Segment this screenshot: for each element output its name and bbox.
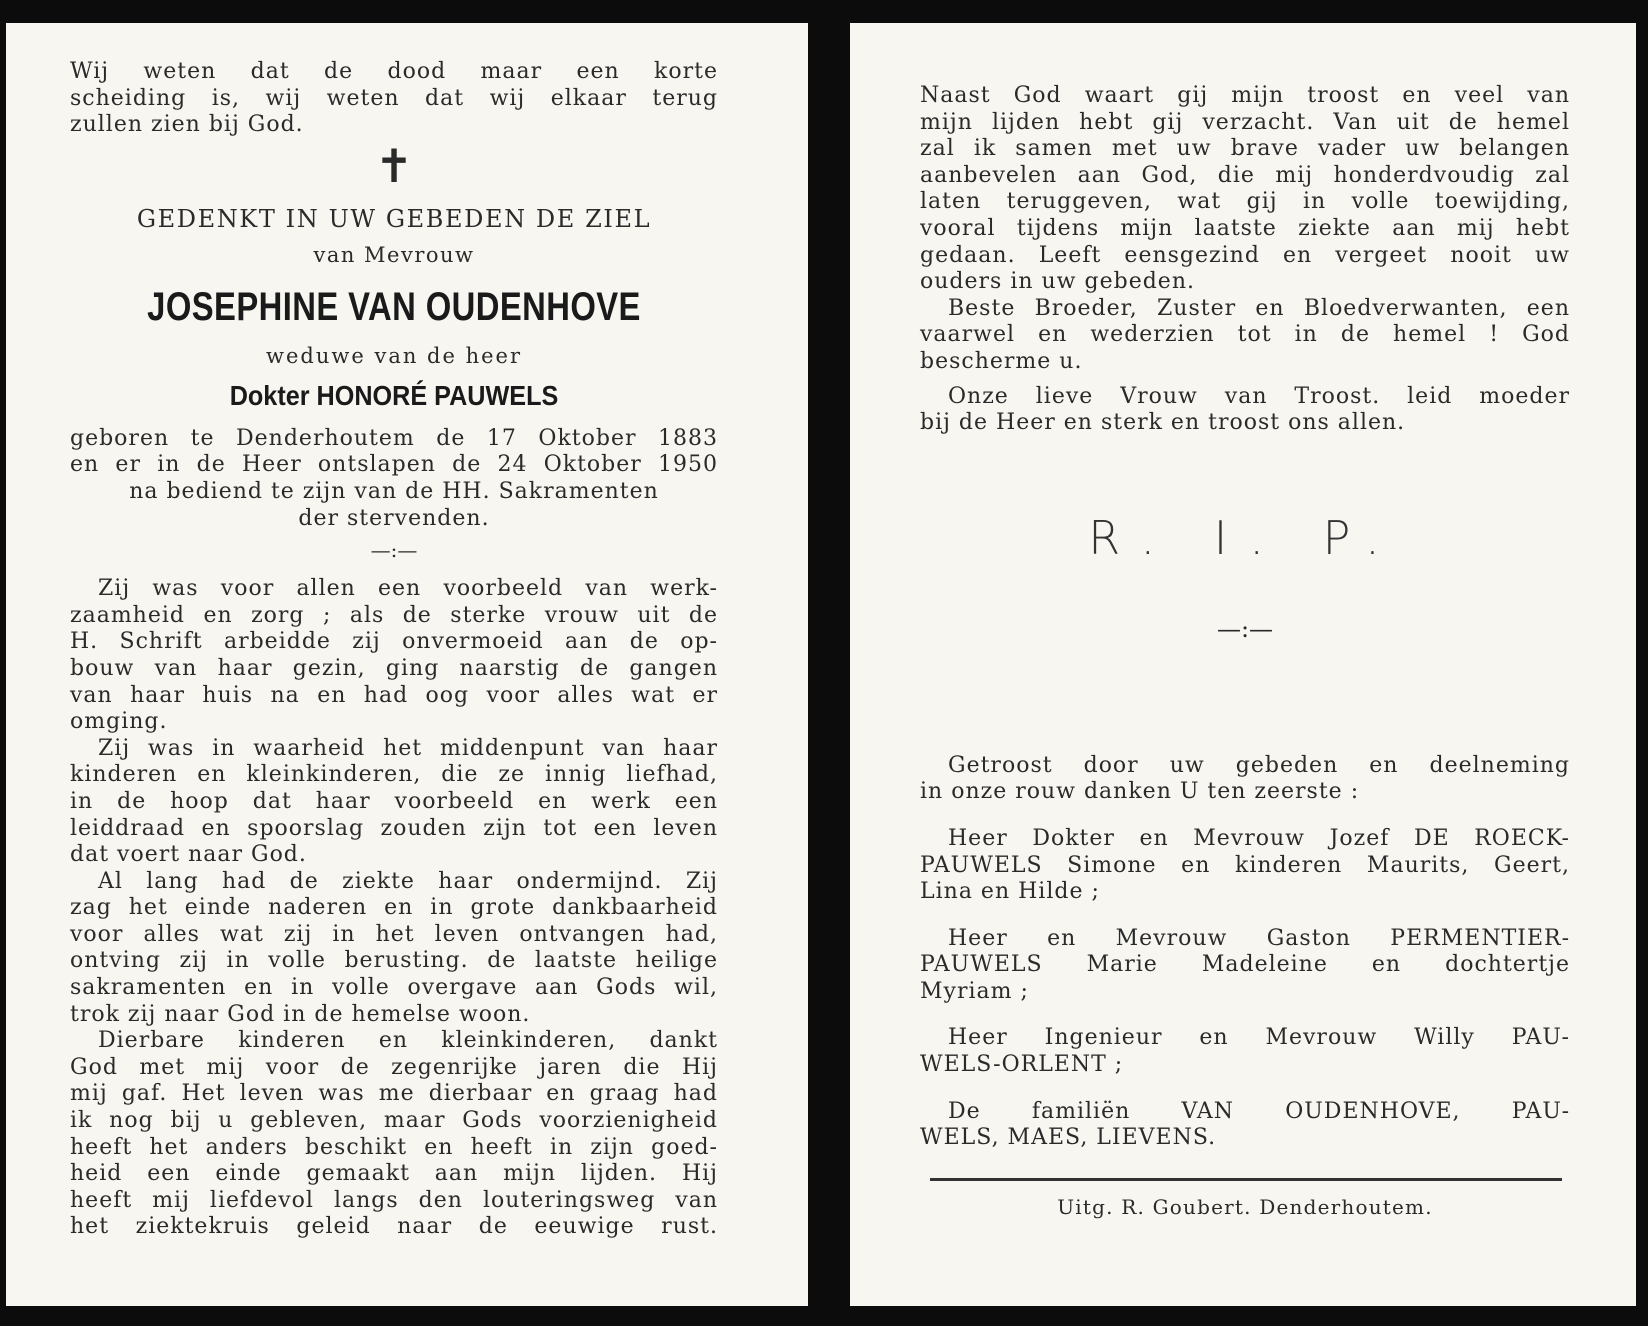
text-line: Getroost door uw gebeden en deelneming xyxy=(948,752,1570,778)
text-line: zaamheid en zorg ; als de sterke vrouw uit de xyxy=(70,602,718,628)
text-line: en er in de Heer ontslapen de 24 Oktober 1950 xyxy=(70,452,718,478)
memorial-card-right xyxy=(850,23,1636,1306)
text-line: vooral tijdens mijn laatste ziekte aan mij hebt xyxy=(920,215,1570,241)
text-line: ouders in uw gebeden. xyxy=(920,269,1195,295)
text-line: WELS, MAES, LIEVENS. xyxy=(920,1125,1217,1151)
text-line: aanbevelen aan God, die mij honderdvoudig zal xyxy=(920,162,1570,188)
family-entry xyxy=(920,1025,1570,1078)
text-line: geboren te Denderhoutem de 17 Oktober 1883 xyxy=(70,425,718,451)
text-line: H. Schrift arbeidde zij onvermoeid aan de op- xyxy=(70,629,718,655)
text-line: Naast God waart gij mijn troost en veel van xyxy=(920,83,1570,108)
text-line: Lina en Hilde ; xyxy=(920,879,1100,905)
text-line: God met mij voor de zegenrijke jaren die Hij xyxy=(70,1054,718,1080)
text-line: leiddraad en spoorslag zouden zijn tot een leven xyxy=(70,815,718,841)
text-line: Zij was voor allen een voorbeeld van werk- xyxy=(98,576,718,602)
text-line: laten teruggeven, wat gij in volle toewijding, xyxy=(920,189,1570,215)
widow-of: weduwe van de heer xyxy=(266,343,522,368)
separator: —:— xyxy=(1216,614,1274,643)
text-line: het ziektekruis geleid naar de eeuwige rust. xyxy=(70,1214,718,1240)
text-line: voor alles wat zij in het leven ontvangen had, xyxy=(70,921,718,947)
text-line: Heer Dokter en Mevrouw Jozef DE ROECK- xyxy=(948,825,1570,851)
text-line: sakramenten en in volle overgave aan Gods wil, xyxy=(70,975,718,1001)
text-line: WELS-ORLENT ; xyxy=(920,1052,1124,1078)
text-line: trok zij naar God in de hemelse woon. xyxy=(70,1001,531,1027)
text-line: Zij was in waarheid het middenpunt van haar xyxy=(98,735,718,761)
family-entry xyxy=(920,1099,1570,1152)
text-line: Al lang had de ziekte haar ondermijnd. Zij xyxy=(98,868,718,894)
text-line: De familiën VAN OUDENHOVE, PAU- xyxy=(948,1098,1570,1124)
text-line: ik nog bij u gebleven, maar Gods voorzienigheid xyxy=(70,1108,718,1134)
text-line: PAUWELS Simone en kinderen Maurits, Geert, xyxy=(920,852,1570,878)
text-line: bescherme u. xyxy=(920,348,1083,374)
text-line: gedaan. Leeft eensgezind en vergeet nooit uw xyxy=(920,242,1570,268)
text-line: Myriam ; xyxy=(920,978,1029,1004)
birth-death-info xyxy=(70,426,718,532)
text-line: bij de Heer en sterk en troost ons allen. xyxy=(920,410,1406,436)
text-line: Onze lieve Vrouw van Troost. leid moeder xyxy=(948,383,1570,409)
text-line: bouw van haar gezin, ging naarstig de gangen xyxy=(70,655,718,681)
text-line: PAUWELS Marie Madeleine en dochtertje xyxy=(920,952,1570,978)
text-line: van haar huis na en had oog voor alles wat er xyxy=(70,682,718,708)
eulogy-text xyxy=(70,576,718,1241)
text-line: heeft het anders beschikt en heeft in zijn goed- xyxy=(70,1134,718,1160)
text-line: zullen zien bij God. xyxy=(70,112,304,138)
family-entry xyxy=(920,826,1570,906)
text-line: ontving zij in volle berusting. de laatste heilige xyxy=(70,948,718,974)
text-line: der stervenden. xyxy=(298,505,490,531)
text-line: dat voert naar God. xyxy=(70,842,307,868)
memorial-card-left xyxy=(6,23,808,1306)
intro-quote xyxy=(70,59,718,139)
farewell-text xyxy=(920,83,1570,437)
text-line: Wij weten dat de dood maar een korte xyxy=(70,59,718,84)
text-line: Beste Broeder, Zuster en Bloedverwanten, een xyxy=(948,295,1570,321)
text-line: kinderen en kleinkinderen, die ze innig liefhad, xyxy=(70,762,718,788)
text-line: mijn lijden hebt gij verzacht. Van uit de hemel xyxy=(920,109,1570,135)
text-line: Dierbare kinderen en kleinkinderen, dankt xyxy=(98,1028,718,1054)
text-line: vaarwel en wederzien tot in de hemel ! God xyxy=(920,322,1570,348)
text-line: scheiding is, wij weten dat wij elkaar terug xyxy=(70,85,718,111)
remembrance-heading: GEDENKT IN UW GEBEDEN DE ZIEL xyxy=(136,204,652,233)
text-line: in onze rouw danken U ten zeerste : xyxy=(920,779,1360,805)
family-entry xyxy=(920,926,1570,1006)
text-line: omging. xyxy=(70,709,168,735)
husband-name: Dokter HONORÉ PAUWELS xyxy=(229,379,559,411)
text-line: in de hoop dat haar voorbeeld en werk een xyxy=(70,788,718,814)
thanks-block xyxy=(920,753,1570,1152)
text-line: Heer Ingenieur en Mevrouw Willy PAU- xyxy=(948,1025,1570,1051)
publisher-line: Uitg. R. Goubert. Denderhoutem. xyxy=(1057,1194,1433,1219)
text-line: Heer en Mevrouw Gaston PERMENTIER- xyxy=(948,925,1570,951)
deceased-name: JOSEPHINE VAN OUDENHOVE xyxy=(147,284,641,329)
cross-icon: ✝ xyxy=(374,138,414,193)
text-line: zal ik samen met uw brave vader uw belangen xyxy=(920,136,1570,162)
text-line: mij gaf. Het leven was me dierbaar en graag had xyxy=(70,1081,718,1107)
text-line: na bediend te zijn van de HH. Sakramenten xyxy=(129,478,659,504)
text-line: heid een einde gemaakt aan mijn lijden. Hij xyxy=(70,1161,718,1187)
van-mevrouw: van Mevrouw xyxy=(313,242,475,267)
thanks-intro xyxy=(920,753,1570,806)
text-line: heeft mij liefdevol langs den louteringsweg van xyxy=(70,1187,718,1213)
divider xyxy=(930,1178,1562,1181)
text-line: zag het einde naderen en in grote dankbaarheid xyxy=(70,895,718,921)
separator: —:— xyxy=(370,538,418,563)
rip-mark: R. I. P. xyxy=(1088,510,1402,565)
